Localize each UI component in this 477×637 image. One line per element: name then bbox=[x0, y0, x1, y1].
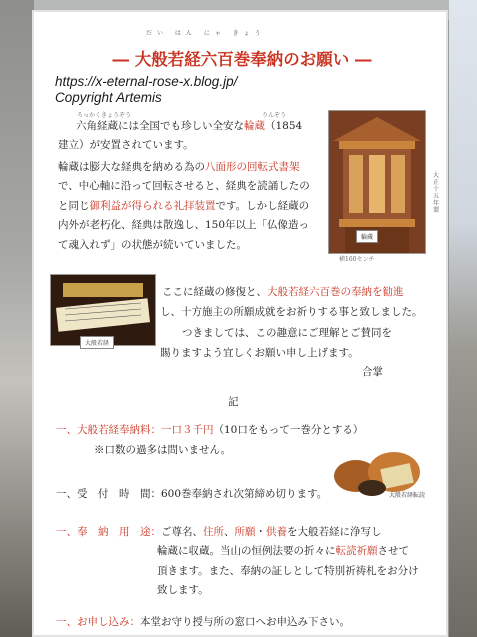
paragraph1-line-7: て魂入れず」の状態が続いていました。 bbox=[58, 239, 247, 251]
watermark-copyright: Copyright Artemis bbox=[55, 90, 162, 105]
caption-rinzo: 輪蔵 bbox=[356, 230, 378, 243]
item-fee-remark: ※口数の過多は問いません。 bbox=[94, 444, 232, 456]
notice-board bbox=[32, 10, 448, 637]
paragraph2-line-1: ここに経蔵の修復と、大般若経六百巻の奉納を勧進 bbox=[162, 286, 404, 298]
item-purpose-line-3: 頂きます。また、奉納の証しとして特別祈祷札をお分け bbox=[157, 565, 419, 577]
closing-gassho: 合掌 bbox=[362, 366, 383, 378]
item-purpose-line-2: 輪蔵に収蔵。当山の恒例法要の折々に転読祈願させて bbox=[157, 545, 409, 557]
background-right-wall bbox=[449, 0, 477, 637]
title-furigana: だい はん にゃ きょう bbox=[146, 30, 266, 37]
paragraph1-line-6: 内外が老朽化、経典は散逸し、150年以上「仏像造っ bbox=[58, 219, 310, 231]
item-apply: 一、お申し込み：本堂お守り授与所の窓口へお申込み下さい。 bbox=[56, 616, 350, 628]
item-purpose-line-4: 致します。 bbox=[157, 584, 209, 596]
item-reception: 一、受 付 時 間：600巻奉納され次第締め切ります。 bbox=[56, 488, 328, 500]
caption-sutra: 大般若経 bbox=[80, 336, 114, 349]
furigana-rinzo: りんぞう bbox=[262, 112, 287, 119]
paragraph2-line-4: 賜りますよう宜しくお願い申し上げます。 bbox=[160, 347, 359, 359]
caption-rinzo-size: 横160センチ bbox=[339, 256, 375, 263]
paragraph1-line-5: と同じ御利益が得られる礼拝装置です。しかし経蔵の bbox=[58, 200, 310, 212]
background-left-wall bbox=[0, 0, 34, 637]
sutra-illustration bbox=[51, 275, 155, 345]
ki-heading: 記 bbox=[228, 396, 239, 408]
paragraph1-line-3: 輪蔵は膨大な経典を納める為の八面形の回転式書架 bbox=[58, 161, 300, 173]
paragraph1-line-2: 建立）が安置されています。 bbox=[58, 139, 194, 151]
caption-rinzo-side: 大正十五年製 bbox=[433, 172, 440, 214]
furigana-rokkaku: ろっかくきょうぞう bbox=[77, 112, 132, 119]
item-purpose: 一、奉 納 用 途：ご尊名、住所、所願・供養を大般若経に浄写し bbox=[56, 526, 382, 538]
paragraph1-line-1: 六角経蔵には全国でも珍しい全安な輪蔵（1854 bbox=[76, 120, 303, 132]
paragraph2-line-2: し、十方施主の所願成就をお祈りする事と致しました。 bbox=[160, 306, 423, 318]
paragraph1-line-4: で、中心軸に沿って回転させると、経典を読誦したの bbox=[58, 180, 310, 192]
item-fee: 一、大般若経奉納料：一口３千円（10口をもって一巻分とする） bbox=[56, 424, 364, 436]
paragraph2-line-3: つきましては、この趣意にご理解とご賛同を bbox=[182, 327, 392, 339]
watermark-url: https://x-eternal-rose-x.blog.jp/ bbox=[55, 74, 238, 89]
caption-tendoku: 大般若経転読 bbox=[389, 492, 426, 499]
page-title: ― 大般若経六百巻奉納のお願い ― bbox=[112, 50, 372, 69]
